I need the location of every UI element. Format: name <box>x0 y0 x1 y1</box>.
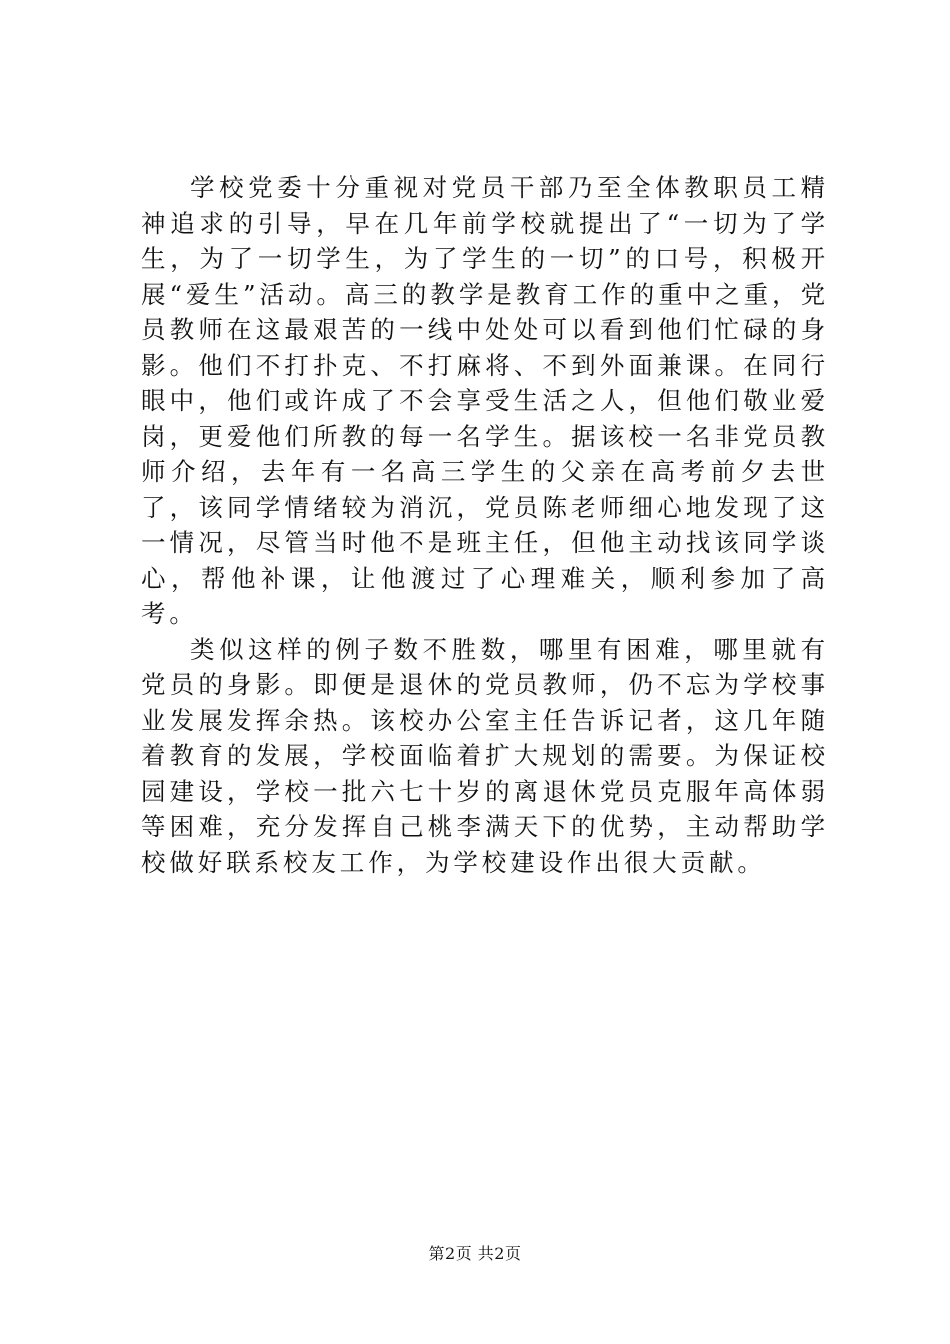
paragraph-2: 类似这样的例子数不胜数，哪里有困难，哪里就有党员的身影。即便是退休的党员教师，仍不忘为学校事业发展发挥余热。该校办公室主任告诉记者，这几年随着教育的发展，学校面临着扩大规划的需要。为保证校园建设，学校一批六七十岁的离退休党员克服年高体弱等困难，充分发挥自己桃李满天下的优势，主动帮助学校做好联系校友工作，为学校建设作出很大贡献。 <box>141 634 829 877</box>
paragraph-1: 学校党委十分重视对党员干部乃至全体教职员工精神追求的引导，早在几年前学校就提出了“一切为了学生，为了一切学生，为了学生的一切”的口号，积极开展“爱生”活动。高三的教学是教育工作的重中之重，党员教师在这最艰苦的一线中处处可以看到他们忙碌的身影。他们不打扑克、不打麻将、不到外面兼课。在同行眼中，他们或许成了不会享受生活之人，但他们敬业爱岗，更爱他们所教的每一名学生。据该校一名非党员教师介绍，去年有一名高三学生的父亲在高考前夕去世了，该同学情绪较为消沉，党员陈老师细心地发现了这一情况，尽管当时他不是班主任，但他主动找该同学谈心，帮他补课，让他渡过了心理难关，顺利参加了高考。 <box>141 173 829 628</box>
document-body <box>141 170 829 880</box>
page-footer: 第2页 共2页 <box>428 1244 522 1263</box>
